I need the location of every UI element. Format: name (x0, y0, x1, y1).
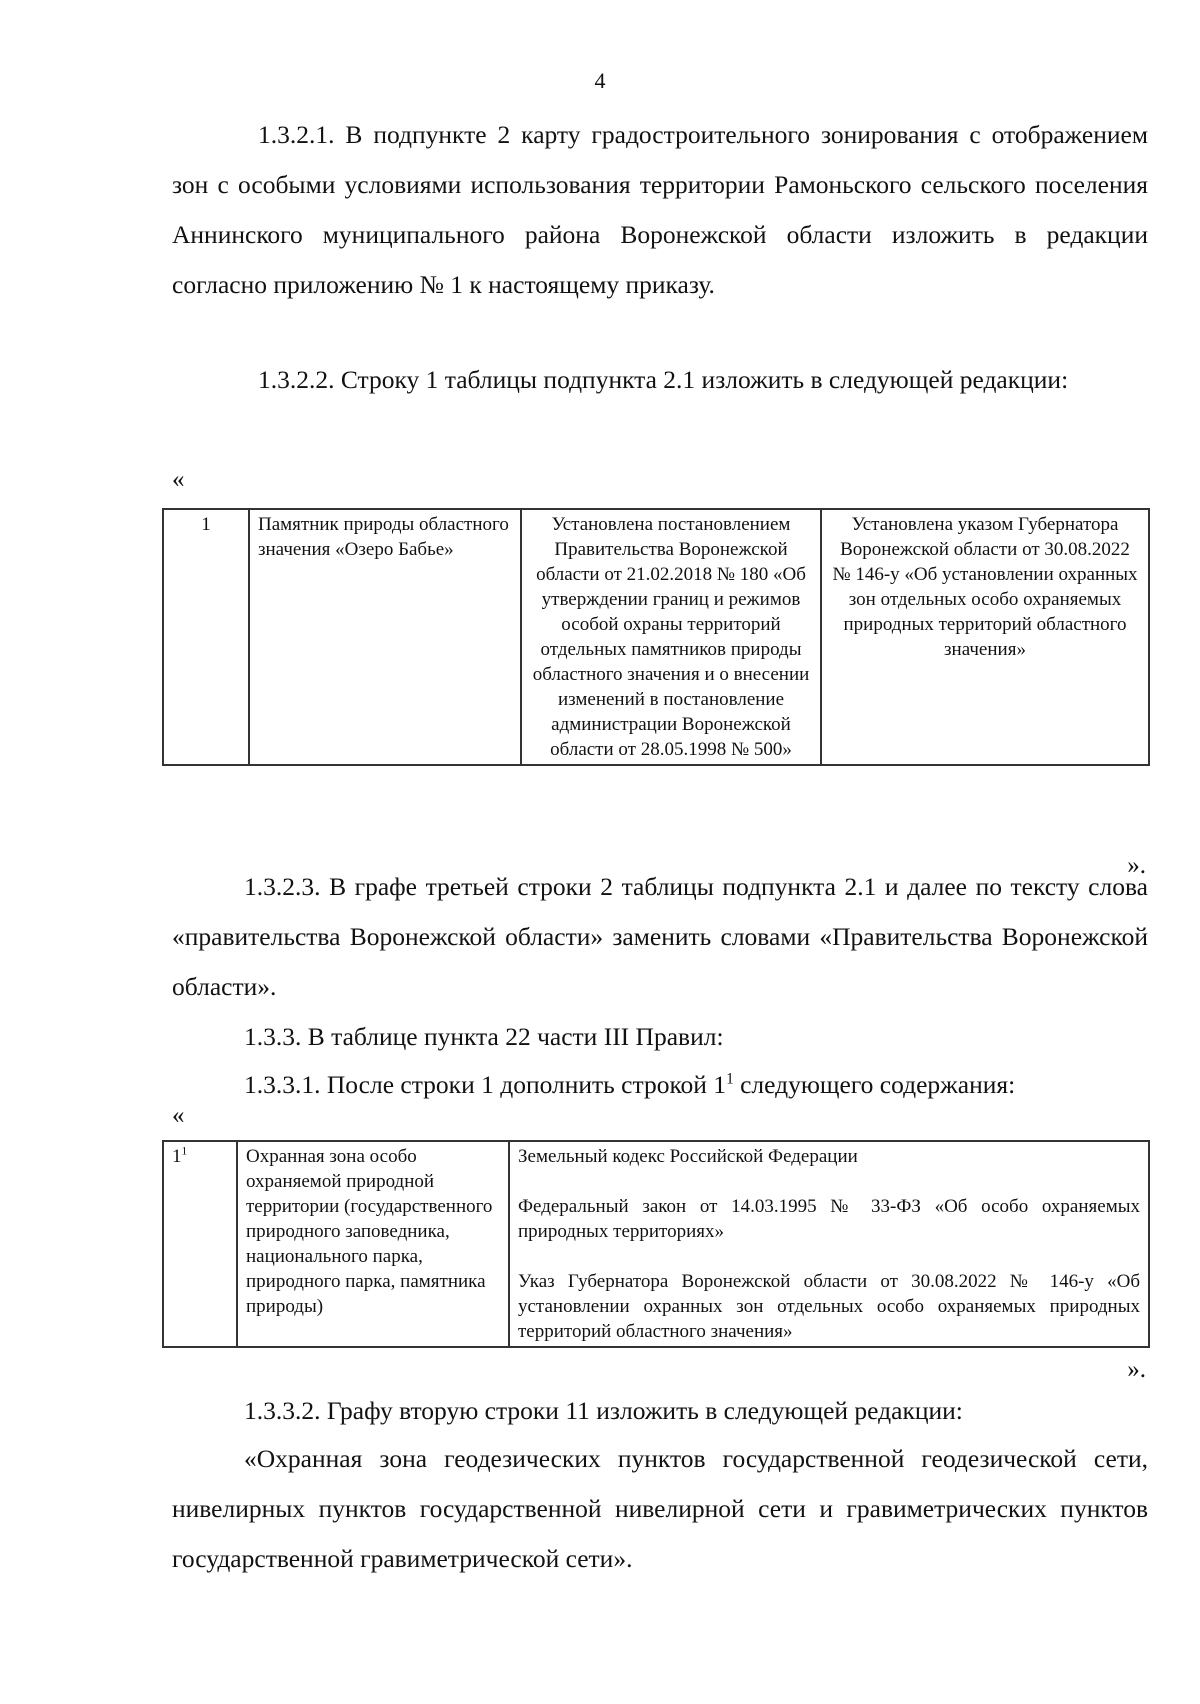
paragraph-1-3-2-1: 1.3.2.1. В подпункте 2 карту градостроительного зонирования с отображением зон с особыми условиями использования территории Рамоньского сельского поселения Аннинского муниципального района Воронежской области изложить в редакции согласно приложению № 1 к настоящему приказу. (172, 120, 1148, 299)
table-row (163, 509, 1149, 765)
open-quote-table-2: « (172, 1102, 185, 1129)
table-1 (162, 508, 1150, 766)
law-3: Указ Губернатора Воронежской области от 30.08.2022 № 146-у «Об установлении охранных зон отдельных особо охраняемых природных территорий областного значения» (518, 1271, 1140, 1342)
table-1-cell-decree: Установлена указом Губернатора Воронежской области от 30.08.2022 № 146-у «Об установлении охранных зон отдельных особо охраняемых природных территорий областного значения» (821, 509, 1149, 765)
paragraph-1-3-2-3: 1.3.2.3. В графе третьей строки 2 таблицы подпункта 2.1 и далее по тексту слова «правительства Воронежской области» заменить словами «Правительства Воронежской области». (172, 872, 1148, 1001)
table-1-cell-name: Памятник природы областного значения «Озеро Бабье» (249, 509, 521, 765)
paragraph-1-3-3-1-text: 1.3.3.1. После строки 1 дополнить строкой 1 (244, 1070, 727, 1099)
table-1-cell-num: 1 (163, 509, 249, 765)
close-quote-table-2: ». (1127, 1356, 1146, 1383)
table-row (163, 1141, 1149, 1347)
table-2 (162, 1140, 1150, 1348)
superscript: 1 (181, 1145, 188, 1158)
paragraph-1-3-2-2: 1.3.2.2. Строку 1 таблицы подпункта 2.1 изложить в следующей редакции: (258, 365, 1069, 394)
paragraph-1-3-3-1 (172, 1060, 1148, 1110)
table-2-num: 1 (172, 1146, 182, 1167)
paragraph-quote: «Охранная зона геодезических пунктов государственной геодезической сети, нивелирных пунктов государственной нивелирной сети и гравиметрических пунктов государственной гравиметрической сети». (172, 1444, 1148, 1573)
table-2-cell-laws (509, 1141, 1149, 1347)
page-number: 4 (594, 68, 606, 93)
table-2-cell-name: Охранная зона особо охраняемой природной территории (государственного природного заповедника, национального парка, природного парка, памятника природы) (237, 1141, 509, 1347)
paragraph-1-3-3: 1.3.3. В таблице пункта 22 части III Правил: (244, 1022, 724, 1051)
law-1: Земельный кодекс Российской Федерации (518, 1146, 858, 1167)
close-quote-table-1: ». (1127, 852, 1146, 879)
superscript: 1 (726, 1070, 734, 1088)
table-2-cell-num (163, 1141, 237, 1347)
table-1-cell-established: Установлена постановлением Правительства Воронежской области от 21.02.2018 № 180 «Об утверждении границ и режимов особой охраны территорий отдельных памятников природы областного значения и о внесении изменений в постановление администрации Воронежской области от 28.05.1998 № 500» (521, 509, 821, 765)
law-2: Федеральный закон от 14.03.1995 № 33-ФЗ «Об особо охраняемых природных территориях» (518, 1196, 1140, 1242)
paragraph-1-3-3-2: 1.3.3.2. Графу вторую строки 11 изложить в следующей редакции: (244, 1396, 963, 1425)
open-quote-table-1: « (172, 466, 185, 493)
paragraph-1-3-3-1-tail: следующего содержания: (733, 1070, 1016, 1099)
